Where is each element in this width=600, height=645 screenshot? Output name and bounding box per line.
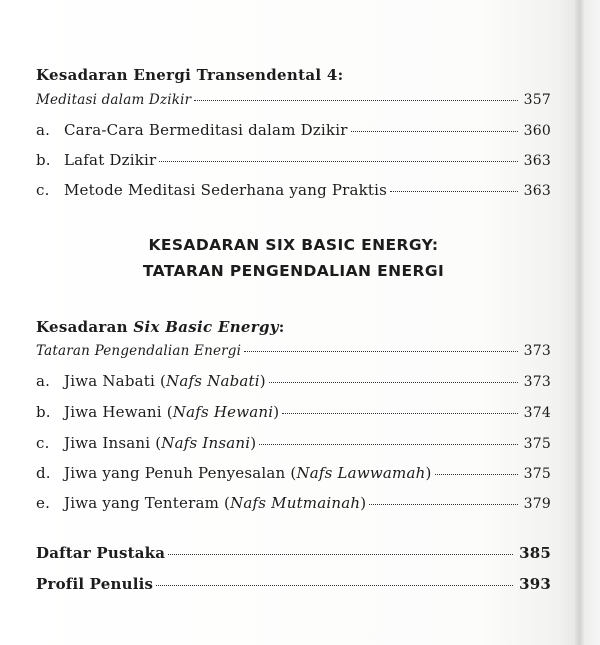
dot-leader (244, 351, 518, 352)
toc-entry-title: Jiwa yang Penuh Penyesalan (64, 464, 286, 482)
toc-entry-title: Daftar Pustaka (36, 544, 166, 562)
section-heading-italic: Six Basic Energy (133, 318, 279, 336)
part-title-line-2: TATARAN PENGENDALIAN ENERGI (142, 262, 445, 280)
toc-entry-jiwa-nabati[interactable]: a. Jiwa Nabati ( Nafs Nabati ) 373 (36, 372, 551, 390)
toc-page-number: 375 (523, 466, 551, 482)
dot-leader (282, 413, 517, 414)
dot-leader (156, 585, 513, 586)
page-edge-shadow (574, 0, 584, 645)
toc-page-number: 357 (523, 92, 551, 108)
dot-leader (159, 161, 517, 162)
toc-entry-daftar-pustaka[interactable] (36, 544, 551, 562)
toc-page-number: 374 (523, 405, 551, 421)
toc-page-number: 375 (523, 436, 551, 452)
toc-entry-prefix: b. (36, 151, 51, 169)
toc-entry-prefix: c. (36, 181, 50, 199)
toc-page-number: 373 (523, 374, 551, 390)
toc-entry-prefix: a. (36, 372, 51, 390)
dot-leader (351, 131, 518, 132)
toc-page-number: 363 (523, 183, 551, 199)
dot-leader (390, 191, 518, 192)
toc-entry-cara-cara[interactable] (36, 121, 551, 139)
toc-entry-title: Meditasi dalam Dzikir (36, 92, 192, 108)
toc-entry-prefix: b. (36, 403, 51, 421)
section-heading-six-basic-energy (36, 318, 285, 336)
toc-entry-paren: Nafs Nabati (166, 372, 260, 390)
toc-entry-metode-meditasi[interactable] (36, 181, 551, 199)
toc-entry-jiwa-penyesalan[interactable]: d. Jiwa yang Penuh Penyesalan ( Nafs Lawwamah ) 375 (36, 464, 551, 482)
toc-entry-title: Jiwa Insani (64, 434, 151, 452)
toc-entry-title: Metode Meditasi Sederhana yang Praktis (64, 181, 388, 199)
toc-entry-prefix: d. (36, 464, 51, 482)
toc-page-number: 360 (523, 123, 551, 139)
toc-entry-title: Lafat Dzikir (64, 151, 157, 169)
toc-entry-lafat-dzikir[interactable] (36, 151, 551, 169)
toc-entry-paren: Nafs Insani (161, 434, 251, 452)
part-title-line-1: KESADARAN SIX BASIC ENERGY: (148, 236, 439, 254)
section-heading-transendental (36, 66, 343, 84)
toc-entry-prefix: e. (36, 494, 51, 512)
toc-entry-title: Jiwa Hewani (64, 403, 162, 421)
toc-entry-paren: Nafs Lawwamah (296, 464, 426, 482)
toc-entry-meditasi[interactable] (36, 92, 551, 108)
toc-entry-title: Jiwa yang Tenteram (64, 494, 220, 512)
toc-entry-jiwa-tenteram[interactable]: e. Jiwa yang Tenteram ( Nafs Mutmainah ) 379 (36, 494, 551, 512)
toc-page-number: 373 (523, 343, 551, 359)
toc-page-number: 393 (519, 575, 551, 593)
toc-page-number: 379 (523, 496, 551, 512)
toc-entry-paren: Nafs Hewani (172, 403, 274, 421)
dot-leader (168, 554, 513, 555)
toc-page-number: 385 (519, 544, 551, 562)
toc-entry-title: Profil Penulis (36, 575, 154, 593)
dot-leader (269, 382, 518, 383)
dot-leader (369, 504, 517, 505)
dot-leader (194, 100, 517, 101)
dot-leader (435, 474, 518, 475)
dot-leader (259, 444, 517, 445)
toc-entry-title: Cara-Cara Bermeditasi dalam Dzikir (64, 121, 348, 139)
toc-entry-jiwa-insani[interactable]: c. Jiwa Insani ( Nafs Insani ) 375 (36, 434, 551, 452)
toc-entry-paren: Nafs Mutmainah (230, 494, 361, 512)
toc-entry-title: Tataran Pengendalian Energi (36, 343, 242, 359)
toc-entry-jiwa-hewani[interactable]: b. Jiwa Hewani ( Nafs Hewani ) 374 (36, 403, 551, 421)
toc-entry-prefix: c. (36, 434, 50, 452)
toc-entry-prefix: a. (36, 121, 51, 139)
section-heading-colon: : (278, 318, 285, 336)
toc-entry-tataran[interactable] (36, 343, 551, 359)
toc-entry-profil-penulis[interactable] (36, 575, 551, 593)
section-heading-plain: Kesadaran (36, 318, 128, 336)
toc-entry-title: Jiwa Nabati (64, 372, 155, 390)
section-heading-text: Kesadaran Energi Transendental 4: (36, 66, 344, 84)
toc-page-number: 363 (523, 153, 551, 169)
